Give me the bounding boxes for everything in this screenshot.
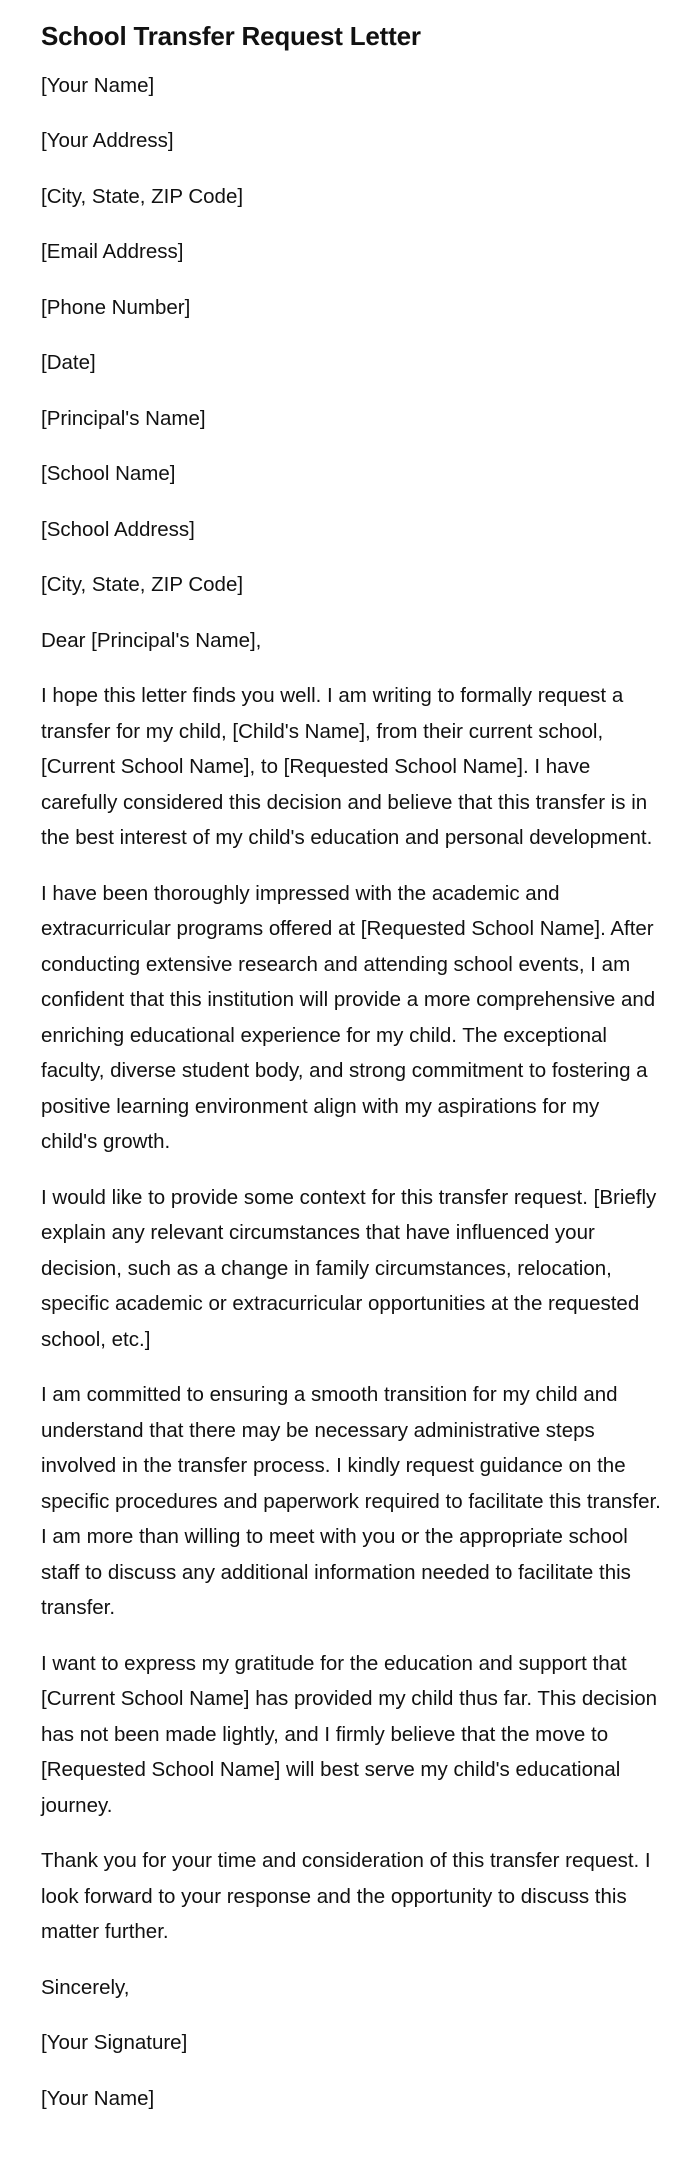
- sender-name: [Your Name]: [41, 73, 155, 97]
- letter-body: [41, 678, 661, 1950]
- signature-placeholder: [Your Signature]: [41, 2031, 188, 2055]
- sender-address: [Your Address]: [41, 129, 174, 153]
- closing-name: [Your Name]: [41, 2086, 155, 2110]
- body-paragraph: I want to express my gratitude for the education and support that [Current School Name] has provided my child thus far. This decision has not been made lightly, and I firmly believe that the move to [Requested School Name] will best serve my child's educational journey.: [41, 1651, 658, 1817]
- sender-email: [Email Address]: [41, 240, 184, 264]
- recipient-address: [School Address]: [41, 517, 195, 541]
- salutation: Dear [Principal's Name],: [41, 628, 262, 652]
- body-paragraph: I hope this letter finds you well. I am writing to formally request a transfer for my child, [Child's Name], from their current school, [Current School Name], to [Requested School Name]. I have carefully considered this decision and believe that this transfer is in the best interest of my child's education and personal development.: [41, 684, 653, 850]
- body-paragraph: I am committed to ensuring a smooth transition for my child and understand that there may be necessary administrative steps involved in the transfer process. I kindly request guidance on the specific procedures and paperwork required to facilitate this transfer. I am more than willing to meet with you or the appropriate school staff to discuss any additional information needed to facilitate this transfer.: [41, 1383, 661, 1620]
- recipient-school: [School Name]: [41, 462, 176, 486]
- closing-block: [41, 1970, 661, 2117]
- recipient-city-state-zip: [City, State, ZIP Code]: [41, 573, 244, 597]
- letter-date: [Date]: [41, 351, 96, 375]
- body-paragraph: I would like to provide some context for this transfer request. [Briefly explain any relevant circumstances that have influenced your decision, such as a change in family circumstances, relocation, specific academic or extracurricular opportunities at the requested school, etc.]: [41, 1185, 657, 1351]
- sender-city-state-zip: [City, State, ZIP Code]: [41, 184, 244, 208]
- body-paragraph: Thank you for your time and consideration of this transfer request. I look forward to your response and the opportunity to discuss this matter further.: [41, 1849, 651, 1944]
- sender-block: [41, 68, 661, 381]
- letter-document: [41, 20, 661, 2136]
- letter-title: School Transfer Request Letter: [41, 21, 421, 51]
- sender-phone: [Phone Number]: [41, 295, 191, 319]
- recipient-principal: [Principal's Name]: [41, 406, 206, 430]
- recipient-block: [41, 401, 661, 603]
- valediction: Sincerely,: [41, 1975, 130, 1999]
- body-paragraph: I have been thoroughly impressed with the academic and extracurricular programs offered at [Requested School Name]. After conducting extensive research and attending school events, I am confident that this institution will provide a more comprehensive and enriching educational experience for my child. The exceptional faculty, diverse student body, and strong commitment to fostering a positive learning environment align with my aspirations for my child's growth.: [41, 881, 656, 1154]
